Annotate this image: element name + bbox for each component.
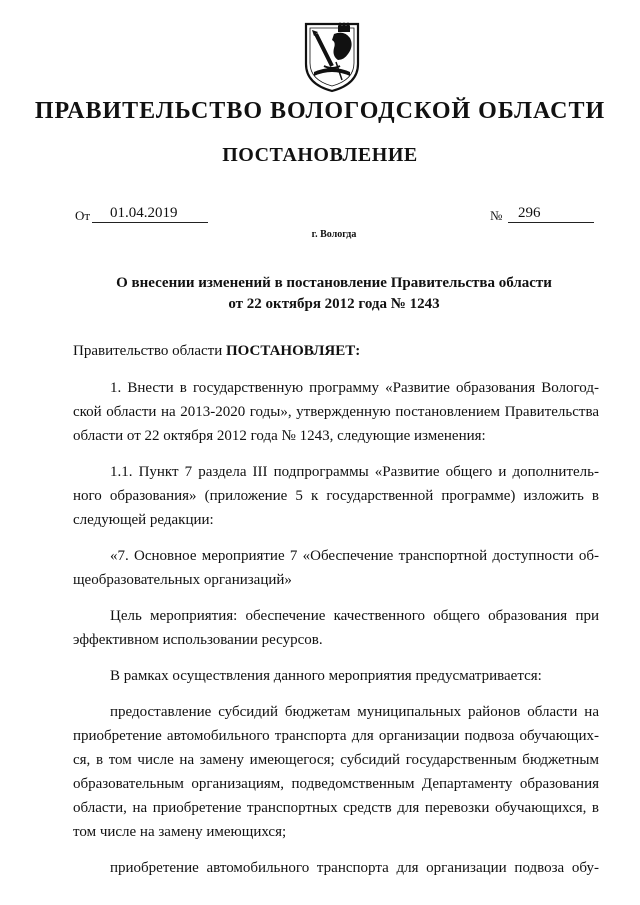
paragraph-line: 1. Внести в государственную программу «Развитие образования Вологод-	[110, 380, 599, 396]
document-number: 296	[508, 204, 594, 223]
subject-line: от 22 октября 2012 года № 1243	[228, 296, 440, 312]
paragraph-line: следующей редакции:	[73, 512, 214, 528]
paragraph	[73, 856, 599, 880]
paragraph-line: приобретение автомобильного транспорта для организации подвоза обу-	[110, 860, 599, 876]
paragraph	[73, 544, 599, 592]
paragraph	[73, 460, 599, 532]
preamble	[73, 339, 599, 363]
paragraph	[73, 376, 599, 448]
paragraph-line: том числе на замену имеющихся;	[73, 824, 287, 840]
paragraph-line: 1.1. Пункт 7 раздела III подпрограммы «Развитие общего и дополнитель-	[110, 464, 599, 480]
paragraph-line: области, на приобретение транспортных средств для перевозки обучающихся, в	[73, 800, 599, 816]
document-type: ПОСТАНОВЛЕНИЕ	[222, 144, 418, 166]
paragraph	[73, 700, 599, 844]
subject-line: О внесении изменений в постановление Правительства области	[116, 275, 552, 291]
paragraph-line: эффективном использовании ресурсов.	[73, 632, 323, 648]
coat-of-arms-emblem	[302, 20, 362, 94]
document-subject	[0, 273, 640, 315]
paragraph-line: приобретение автомобильного транспорта для организации подвоза обучающих-	[73, 728, 599, 744]
paragraph-line: образовательным организациям, подведомственным Департаменту образования	[73, 776, 599, 792]
paragraph-line: предоставление субсидий бюджетам муниципальных районов области на	[110, 704, 599, 720]
number-label: №	[490, 208, 503, 223]
paragraph	[73, 664, 599, 688]
paragraph-line: «7. Основное мероприятие 7 «Обеспечение транспортной доступности об-	[110, 548, 599, 564]
paragraph-line: области от 22 октября 2012 года № 1243, следующие изменения:	[73, 428, 486, 444]
document-date: 01.04.2019	[92, 204, 208, 223]
paragraph-line: ской области на 2013-2020 годы», утвержденную постановлением Правительства	[73, 404, 599, 420]
government-title: ПРАВИТЕЛЬСТВО ВОЛОГОДСКОЙ ОБЛАСТИ	[34, 98, 606, 124]
city-name: г. Вологда	[311, 229, 357, 240]
paragraph-line: ного образования» (приложение 5 к государственной программе) изложить в	[73, 488, 599, 504]
paragraph-line: Цель мероприятия: обеспечение качественного общего образования при	[110, 608, 599, 624]
paragraph	[73, 604, 599, 652]
paragraph-line: щеобразовательных организаций»	[73, 572, 292, 588]
document-body	[73, 339, 599, 880]
paragraph-line: ся, в том числе на замену имеющегося; субсидий государственным бюджетным	[73, 752, 599, 768]
date-label: От	[75, 208, 91, 223]
paragraph-line: В рамках осуществления данного мероприятия предусматривается:	[110, 668, 542, 684]
preamble-text: Правительство области	[73, 343, 226, 359]
preamble-verb: ПОСТАНОВЛЯЕТ:	[225, 343, 361, 359]
